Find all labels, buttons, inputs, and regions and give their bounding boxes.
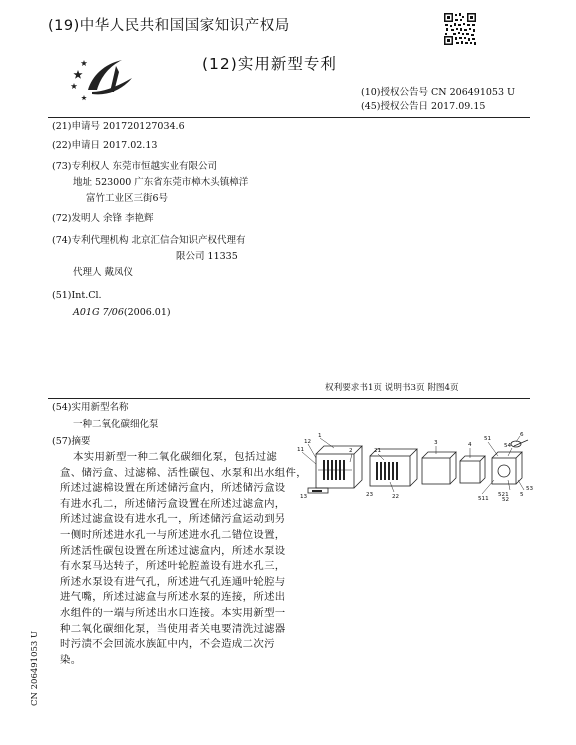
abstract-line: 盒、储污盒、过滤棉、活性碳包、水泵和出水组件， [60, 466, 308, 479]
patentee-address-line1: 地址 523000 广东省东莞市樟木头镇樟洋 [73, 177, 249, 188]
figure-label: 511 [478, 496, 489, 502]
abstract-line: 染。 [60, 653, 82, 666]
figure-label: 54 [504, 443, 512, 449]
figure-label: 5 [520, 492, 524, 498]
pump-drawing [492, 458, 516, 484]
utility-name-label: (54)实用新型名称 [52, 402, 129, 413]
ipc-label: (51)Int.Cl. [52, 290, 102, 301]
carbon-pack-drawing [460, 461, 480, 483]
abstract-body [60, 450, 307, 668]
figure-label: 1 [318, 433, 322, 439]
abstract-line: 时污渍不会回流水族缸中内，不会造成二次污 [60, 638, 275, 651]
figure-label: 53 [526, 486, 534, 492]
figure-label: 52 [502, 497, 510, 503]
qr-code [443, 12, 477, 46]
figure-label: 3 [434, 440, 438, 446]
abstract-line: 水组件的一端与所述出水口连接。本实用新型一 [60, 606, 286, 619]
ipc-date: (2006.01) [123, 307, 171, 318]
figure-label: 2 [349, 448, 353, 454]
figure-label: 6 [520, 432, 524, 438]
patent-agent: 代理人 戴凤仪 [73, 267, 134, 278]
abstract-label: (57)摘要 [52, 436, 91, 447]
sidebar-publication-number: CN 206491053 U [30, 630, 40, 706]
document-type: (12)实用新型专利 [202, 55, 337, 73]
abstract-line: 所述活性碳包设置在所述过滤盒内，所述水泵设 [60, 544, 286, 557]
inventors: (72)发明人 余锋 李艳辉 [52, 213, 154, 224]
abstract-line: 一侧时所述进水孔一与所述进水孔二错位设置， [60, 528, 286, 541]
publication-number: (10)授权公告号 CN 206491053 U [361, 87, 516, 98]
abstract-line: 种二氧化碳细化泵，当使用者关电要清洗过滤器 [60, 622, 286, 635]
figure-label: 12 [304, 439, 312, 445]
abstract-line: 本实用新型一种二氧化碳细化泵，包括过滤 [73, 451, 278, 463]
ipc-code: A01G 7/06 [73, 307, 124, 318]
publication-date: (45)授权公告日 2017.09.15 [361, 101, 486, 112]
issuing-office: (19)中华人民共和国国家知识产权局 [48, 18, 290, 34]
abstract-line: 所述过滤盒设有进水孔一，所述储污盒运动到另 [60, 513, 286, 526]
figure-label: 521 [498, 492, 509, 498]
abstract-line: 有进水孔二，所述储污盒设置在所述过滤盒内， [60, 497, 286, 510]
ipc-classification [73, 306, 171, 320]
figure-label: 4 [468, 442, 472, 448]
patent-agency-line2: 限公司 11335 [176, 251, 238, 262]
section-divider [48, 398, 530, 399]
abstract-line: 有水泵马达转子，所述叶轮腔盖设有进水孔三， [60, 560, 286, 573]
figure-label: 23 [366, 492, 374, 498]
application-number: (21)申请号 201720127034.6 [52, 121, 185, 132]
filter-box-top [316, 446, 362, 454]
patent-agency-line1: (74)专利代理机构 北京汇信合知识产权代理有 [52, 235, 246, 246]
abstract-line: 进气嘴，所述过滤盒与所述水泵的连接，所述出 [60, 591, 286, 604]
figure-label: 22 [392, 494, 400, 500]
patent-office-logo [70, 52, 140, 102]
application-date: (22)申请日 2017.02.13 [52, 140, 158, 151]
filter-cotton-drawing [422, 458, 450, 484]
utility-name: 一种二氧化碳细化泵 [73, 419, 159, 430]
patentee: (73)专利权人 东莞市恒越实业有限公司 [52, 161, 218, 172]
abstract-line: 所述水泵设有进气孔，所述进气孔连通叶轮腔与 [60, 575, 286, 588]
pages-info: 权利要求书1页 说明书3页 附图4页 [325, 383, 459, 393]
exploded-view-drawing [294, 430, 532, 502]
figure-label: 51 [484, 436, 492, 442]
header-divider [48, 117, 530, 118]
figure-label: 13 [300, 494, 308, 500]
figure-label: 21 [374, 448, 382, 454]
abstract-line: 所述过滤棉设置在所述储污盒内，所述储污盒设 [60, 482, 286, 495]
patentee-address-line2: 富竹工业区三街6号 [86, 193, 169, 204]
figure-label: 11 [297, 447, 305, 453]
